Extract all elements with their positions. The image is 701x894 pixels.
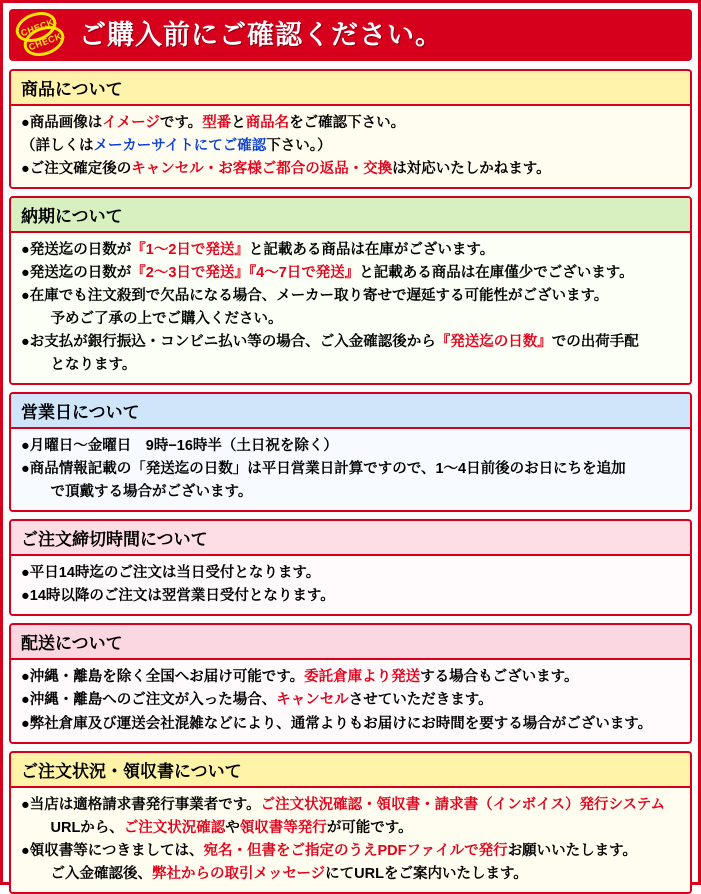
notice-text: となります。: [248, 588, 335, 605]
section-body-bizday: [11, 429, 690, 510]
notice-text: ご注文状況確認・領収書・請求書（インボイス）発行システム: [260, 796, 666, 813]
notice-text: イメージ: [102, 115, 160, 131]
notice-line: [21, 689, 682, 711]
section-ship: [9, 623, 692, 743]
notice-text: （詳しくは: [21, 138, 94, 155]
notice-text: です。: [159, 115, 203, 131]
notice-line: [21, 262, 682, 284]
notice-text: する場合もございます。: [420, 669, 579, 686]
notice-text: で頂戴する場合がございます。: [36, 484, 253, 501]
notice-line: [21, 239, 682, 261]
section-title-cutoff: ご注文締切時間について: [11, 521, 690, 556]
page-header: [9, 9, 692, 61]
section-lead: [9, 196, 692, 385]
notice-text: ●: [21, 692, 30, 709]
section-title-bizday: 営業日について: [11, 394, 690, 429]
page-title: ご購入前にご確認ください。: [79, 20, 443, 50]
notice-text: ご入金確認後、: [36, 865, 152, 882]
notice-text: ●商品画像は: [21, 115, 103, 131]
section-bizday: [9, 392, 692, 512]
notice-line: [21, 285, 682, 307]
notice-line: [21, 158, 682, 180]
notice-line: [21, 481, 682, 503]
notice-text: ●: [21, 715, 30, 732]
notice-text: 在庫でも注文殺到で欠品になる場合、メーカー取り寄せで遅延する可能性がございます。: [29, 288, 609, 305]
check-badge-label-2: CHECK!: [27, 29, 67, 53]
notice-line: [21, 840, 682, 862]
notice-text: は対応いたしかねます。: [392, 161, 551, 178]
notice-text: 全国へお届け可能です。: [145, 669, 305, 686]
notice-text: 『発送迄の日数』: [435, 334, 552, 351]
notice-text: 沖縄・離島を除く: [29, 669, 146, 686]
notice-text: と記載ある商品は: [359, 265, 476, 282]
notice-text: キャンセル: [276, 692, 349, 709]
notice-text: 在庫僅少でございます。: [475, 265, 634, 282]
notice-text: ●平日14時迄のご注文は: [21, 565, 177, 582]
notice-text: が可能です。: [326, 819, 413, 836]
notice-line: [21, 794, 682, 816]
notice-text: ●: [21, 288, 30, 305]
notice-text: 商品情報記載の「発送迄の日数」は平日営業日計算ですので、1〜4日前後のお日にちを追加: [29, 461, 626, 478]
notice-text: 在庫がございます。: [364, 242, 495, 259]
section-title-lead: 納期について: [11, 198, 690, 233]
notice-text: ●ご注文確定後の: [21, 161, 132, 178]
notice-text: 『1〜2日で発送』: [131, 242, 249, 259]
check-badge-icon: [13, 11, 69, 59]
section-body-product: [11, 106, 690, 187]
notice-line: [21, 713, 682, 735]
section-title-order: ご注文状況・領収書について: [11, 753, 690, 788]
notice-line: [21, 585, 682, 607]
notice-text: ●領収書等につきましては、: [21, 842, 204, 859]
notice-text: 委託倉庫より発送: [304, 669, 421, 686]
notice-text: をご確認下さい。: [289, 115, 406, 131]
notice-line: [21, 354, 682, 376]
section-title-ship: 配送について: [11, 625, 690, 660]
section-body-cutoff: [11, 556, 690, 614]
notice-line: [21, 562, 682, 584]
notice-text: 14時以降のご注文は: [29, 588, 162, 605]
notice-line: [21, 666, 682, 688]
sections-container: [9, 69, 692, 894]
notice-line: [21, 135, 682, 157]
notice-text: 弊社倉庫及び運送会社混雑: [29, 715, 204, 732]
notice-line: [21, 308, 682, 330]
notice-line: [21, 458, 682, 480]
notice-text: ●: [21, 669, 30, 686]
notice-text: や: [225, 819, 240, 836]
notice-line: [21, 817, 682, 839]
notice-line: [21, 435, 682, 457]
section-order: [9, 751, 692, 894]
notice-text: と記載ある商品は: [248, 242, 365, 259]
notice-text: 型番: [202, 115, 232, 131]
section-body-order: [11, 788, 690, 892]
notice-text: へのご注文が入った場合、: [102, 692, 277, 709]
notice-text: キャンセル・お客様ご都合の返品・交換: [131, 161, 393, 178]
notice-text: 沖縄・離島: [29, 692, 103, 709]
section-body-lead: [11, 233, 690, 383]
notice-text: 『2〜3日で発送』『4〜7日で発送』: [131, 265, 360, 282]
notice-text: にてURLをご案内いたします。: [325, 865, 528, 882]
notice-text: となります。: [36, 357, 137, 374]
notice-text: ●: [21, 588, 30, 605]
notice-text: 当日受付: [176, 565, 235, 582]
notice-text: ●: [21, 461, 30, 478]
notice-text: 宛名・但書をご指定のうえPDFファイルで発行: [203, 842, 508, 859]
notice-text: 商品名: [245, 115, 290, 131]
notice-text: ●発送迄の日数が: [21, 242, 132, 259]
notice-line: [21, 112, 682, 134]
notice-line: [21, 331, 682, 353]
section-product: [9, 69, 692, 189]
notice-text: させていただきます。: [348, 692, 493, 709]
notice-text: 下さい。）: [266, 138, 332, 155]
notice-text: ●当店は適格請求書発行事業者です。: [21, 796, 261, 813]
notice-text: メーカーサイトにてご確認: [93, 138, 267, 155]
notice-text: と: [231, 115, 246, 131]
notice-text: ●月曜日〜金曜日 9時−16時半（土日祝を除く）: [21, 438, 338, 455]
notice-text: 弊社からの取引メッセージ: [152, 865, 326, 882]
section-cutoff: [9, 519, 692, 616]
section-title-product: 商品について: [11, 71, 690, 106]
notice-text: お願いいたします。: [507, 842, 638, 859]
notice-text: となります。: [234, 565, 321, 582]
notice-text: ●お支払が銀行振込・コンビニ払い等の場合、ご入金確認後から: [21, 334, 436, 351]
notice-text: 領収書等発行: [239, 819, 327, 836]
check-badge-label-1: CHECK!: [19, 15, 59, 39]
notice-text: ご注文状況確認: [123, 819, 226, 836]
notice-text: での出荷手配: [551, 334, 639, 351]
section-body-ship: [11, 660, 690, 741]
notice-text: ●発送迄の日数が: [21, 265, 132, 282]
notice-text: 予めご了承の上でご購入ください。: [36, 311, 283, 328]
notice-text: URLから、: [36, 819, 124, 836]
notice-text: 翌営業日受付: [161, 588, 249, 605]
notice-text: などにより、通常よりもお届けにお時間を要する場合がございます。: [203, 715, 653, 732]
notice-line: [21, 863, 682, 885]
